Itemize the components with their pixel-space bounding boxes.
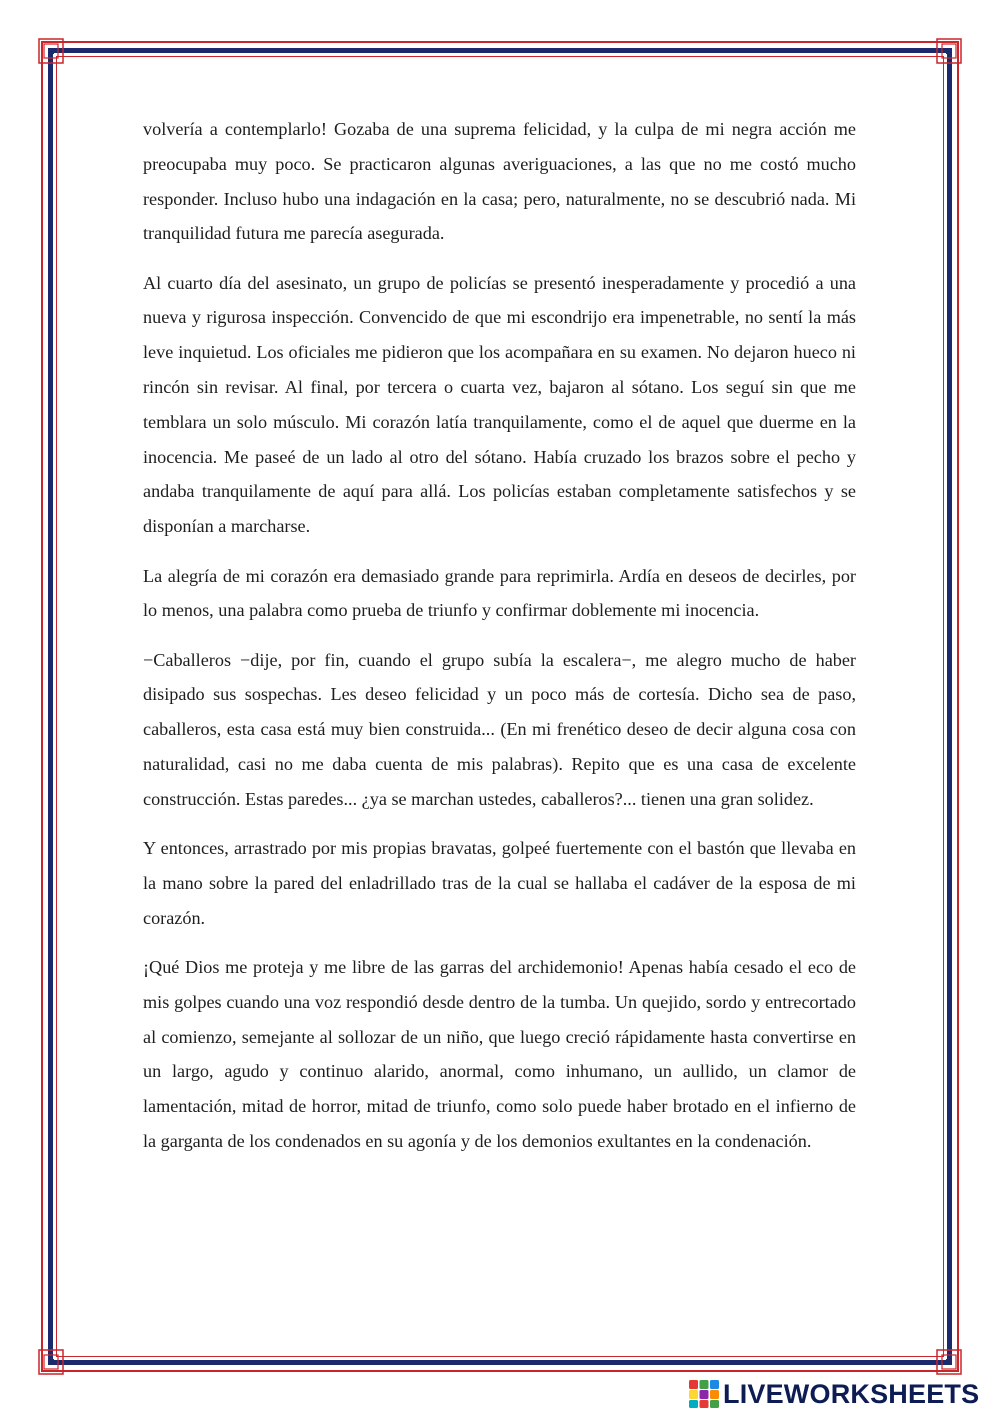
liveworksheets-logo-icon: [688, 1379, 720, 1409]
border-corner-ornament: [38, 1349, 64, 1375]
paragraph: ¡Qué Dios me proteja y me libre de las garras del archidemonio! Apenas había cesado el eco de mis golpes cuando una voz respondió desde dentro de la tumba. Un quejido, sordo y entrecortado al comienzo, semejante al sollozar de un niño, que luego creció rápidamente hasta convertirse en un largo, agudo y continuo alarido, anormal, como inhumano, un aullido, un clamor de lamentación, mitad de horror, mitad de triunfo, como solo puede haber brotado en el infierno de la garganta de los condenados en su agonía y de los demonios exultantes en la condenación.: [143, 957, 856, 1152]
liveworksheets-brand[interactable]: [688, 1378, 979, 1410]
document-body: [143, 112, 856, 1173]
border-corner-ornament: [38, 38, 64, 64]
paragraph: Y entonces, arrastrado por mis propias bravatas, golpeé fuertemente con el bastón que llevaba en la mano sobre la pared del enladrillado tras de la cual se hallaba el cadáver de la esposa de mi corazón.: [143, 838, 856, 928]
paragraph: La alegría de mi corazón era demasiado grande para reprimirla. Ardía en deseos de decirles, por lo menos, una palabra como prueba de triunfo y confirmar doblemente mi inocencia.: [143, 565, 856, 621]
paragraph: −Caballeros −dije, por fin, cuando el grupo subía la escalera−, me alegro mucho de haber disipado sus sospechas. Les deseo felicidad y un poco más de cortesía. Dicho sea de paso, caballeros, esta casa está muy bien construida... (En mi frenético deseo de decir alguna cosa con naturalidad, casi no me daba cuenta de mis palabras). Repito que es una casa de excelente construcción. Estas paredes... ¿ya se marchan ustedes, caballeros?... tienen una gran solidez.: [143, 649, 856, 809]
border-corner-ornament: [936, 38, 962, 64]
brand-name: LIVEWORKSHEETS: [723, 1378, 980, 1409]
border-corner-ornament: [936, 1349, 962, 1375]
paragraph: volvería a contemplarlo! Gozaba de una suprema felicidad, y la culpa de mi negra acción me preocupaba muy poco. Se practicaron algunas averiguaciones, a las que no me costó mucho responder. Incluso hubo una indagación en la casa; pero, naturalmente, no se descubrió nada. Mi tranquilidad futura me parecía asegurada.: [143, 119, 856, 244]
paragraph: Al cuarto día del asesinato, un grupo de policías se presentó inesperadamente y procedió a una nueva y rigurosa inspección. Convencido de que mi escondrijo era impenetrable, no sentí la más leve inquietud. Los oficiales me pidieron que los acompañara en su examen. No dejaron hueco ni rincón sin revisar. Al final, por tercera o cuarta vez, bajaron al sótano. Los seguí sin que me temblara un solo músculo. Mi corazón latía tranquilamente, como el de aquel que duerme en la inocencia. Me paseé de un lado al otro del sótano. Había cruzado los brazos sobre el pecho y andaba tranquilamente de aquí para allá. Los policías estaban completamente satisfechos y se disponían a marcharse.: [143, 272, 856, 537]
